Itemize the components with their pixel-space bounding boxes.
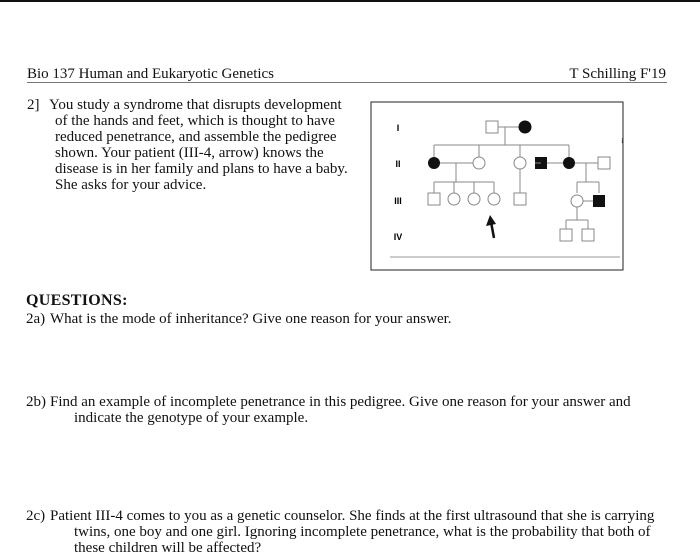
individual-ii-3-female <box>514 157 526 169</box>
individual-iii-1-male <box>428 193 440 205</box>
individual-iv-2-male <box>582 229 594 241</box>
top-border-line <box>0 0 700 2</box>
problem-statement <box>27 97 357 193</box>
header-rule <box>27 82 667 83</box>
problem-text: You study a syndrome that disrupts development of the hands and feet, which is thought to have reduced penetrance, and assemble the pedigree shown. Your patient (III-4, arrow) knows the disease is in her family and plans to have a baby. She asks for your advice. <box>49 97 348 193</box>
question-2c-label: 2c) <box>26 508 46 524</box>
individual-i-1-male <box>486 121 498 133</box>
instructor-term: T Schilling F'19 <box>569 66 666 82</box>
individual-iii-6-female <box>571 195 583 207</box>
questions-heading: QUESTIONS: <box>26 292 128 309</box>
generation-label-ii: II <box>395 159 401 169</box>
question-2b-text: Find an example of incomplete penetrance in this pedigree. Give one reason for your answer and indicate the genotype of your example. <box>50 394 631 426</box>
individual-ii-1-female-affected <box>428 157 440 169</box>
individual-iii-2-female <box>448 193 460 205</box>
course-title: Bio 137 Human and Eukaryotic Genetics <box>27 66 275 82</box>
individual-iii-7-male-affected <box>593 195 605 207</box>
problem-number: 2] <box>27 97 40 113</box>
individual-ii-2-female <box>473 157 485 169</box>
individual-iii-3-female <box>468 193 480 205</box>
question-2a-label: 2a) <box>26 311 46 327</box>
question-2a-text: What is the mode of inheritance? Give one reason for your answer. <box>50 311 452 327</box>
individual-iii-4-female-proband <box>488 193 500 205</box>
generation-label-iii: III <box>394 196 402 206</box>
individual-ii-5-female-affected <box>563 157 575 169</box>
question-2a <box>26 311 666 327</box>
individual-ii-6-male <box>598 157 610 169</box>
question-2c <box>26 508 666 556</box>
question-2b <box>26 394 666 426</box>
individual-iii-5-male <box>514 193 526 205</box>
generation-label-i: I <box>396 123 400 133</box>
individual-i-2-female-affected <box>519 121 532 134</box>
generation-label-iv: IV <box>393 232 403 242</box>
individual-iv-1-male <box>560 229 572 241</box>
pedigree-chart <box>368 100 626 274</box>
question-2b-label: 2b) <box>26 394 46 410</box>
edge-mark: ¡ <box>621 137 624 144</box>
question-2c-text: Patient III-4 comes to you as a genetic counselor. She finds at the first ultrasound that she is carrying twins, one boy and one girl. Ignoring incomplete penetrance, what is the probability that both of these children will be affected? <box>50 508 655 556</box>
